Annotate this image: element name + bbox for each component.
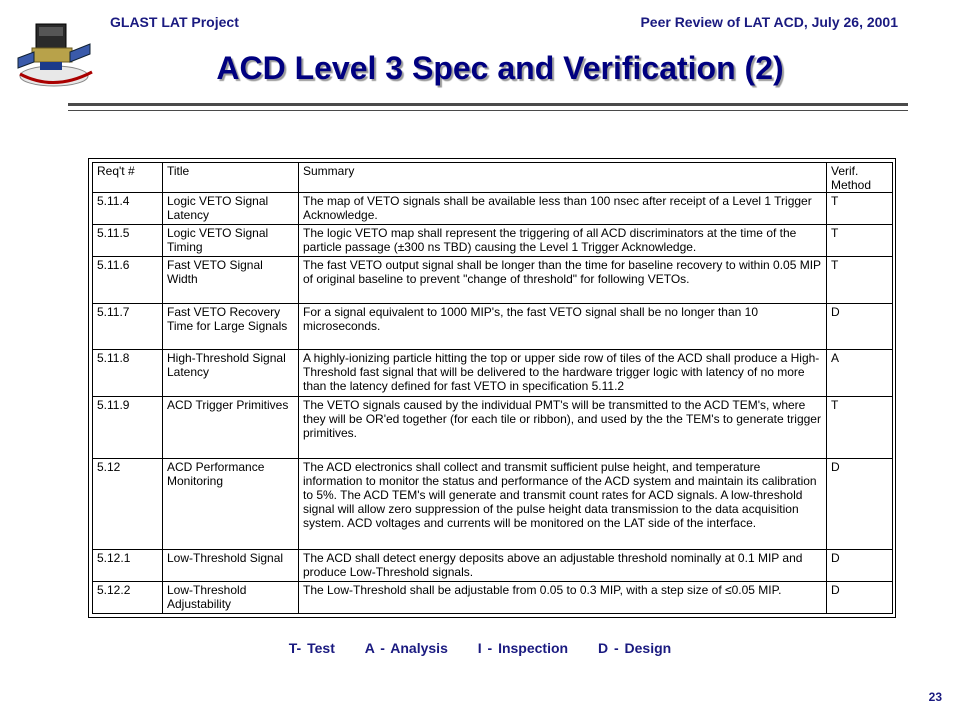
col-header-req: Req't #	[93, 163, 163, 193]
title-rule	[68, 103, 908, 106]
title-cell: Low-Threshold Adjustability	[163, 582, 299, 614]
req-cell: 5.11.9	[93, 397, 163, 459]
summary-cell: The Low-Threshold shall be adjustable from 0.05 to 0.3 MIP, with a step size of ≤0.05 MIP.	[299, 582, 827, 614]
col-header-title: Title	[163, 163, 299, 193]
title-cell: Low-Threshold Signal	[163, 550, 299, 582]
summary-cell: The map of VETO signals shall be available less than 100 nsec after receipt of a Level 1 Trigger Acknowledge.	[299, 193, 827, 225]
legend-design: D - Design	[597, 640, 672, 656]
method-cell: T	[827, 256, 893, 303]
table-row	[93, 224, 893, 256]
summary-cell: A highly-ionizing particle hitting the top or upper side row of tiles of the ACD shall produce a High-Threshold fast signal that will be delivered to the hardware trigger logic with latency of no more than the latency defined for fast VETO in specification 5.11.2	[299, 350, 827, 397]
col-header-summary: Summary	[299, 163, 827, 193]
table-row	[93, 303, 893, 350]
summary-cell: The logic VETO map shall represent the triggering of all ACD discriminators at the time of the particle passage (±300 ns TBD) causing the Level 1 Trigger Acknowledge.	[299, 224, 827, 256]
title-cell: Logic VETO Signal Timing	[163, 224, 299, 256]
title-cell: ACD Performance Monitoring	[163, 458, 299, 549]
req-cell: 5.11.8	[93, 350, 163, 397]
page-number: 23	[928, 690, 942, 704]
method-cell: T	[827, 193, 893, 225]
method-cell: T	[827, 224, 893, 256]
verification-legend	[0, 640, 960, 656]
req-cell: 5.12.1	[93, 550, 163, 582]
method-cell: D	[827, 550, 893, 582]
spec-table-frame	[88, 158, 896, 618]
method-cell: D	[827, 458, 893, 549]
table-row	[93, 582, 893, 614]
req-cell: 5.11.7	[93, 303, 163, 350]
header-project: GLAST LAT Project	[110, 14, 239, 30]
title-cell: High-Threshold Signal Latency	[163, 350, 299, 397]
title-cell: Logic VETO Signal Latency	[163, 193, 299, 225]
table-row	[93, 550, 893, 582]
table-row	[93, 458, 893, 549]
col-header-method: Verif. Method	[827, 163, 893, 193]
summary-cell: The ACD shall detect energy deposits above an adjustable threshold nominally at 0.1 MIP and produce Low-Threshold signals.	[299, 550, 827, 582]
spec-table	[92, 162, 893, 614]
title-rule-thin	[68, 110, 908, 111]
method-cell: T	[827, 397, 893, 459]
legend-analysis: A - Analysis	[364, 640, 448, 656]
header-review: Peer Review of LAT ACD, July 26, 2001	[640, 14, 898, 30]
table-row	[93, 256, 893, 303]
req-cell: 5.11.4	[93, 193, 163, 225]
legend-inspection: I - Inspection	[477, 640, 569, 656]
method-cell: D	[827, 582, 893, 614]
title-cell: Fast VETO Signal Width	[163, 256, 299, 303]
table-row	[93, 397, 893, 459]
summary-cell: The ACD electronics shall collect and transmit sufficient pulse height, and temperature information to monitor the status and performance of the ACD system and maintain its calibration to 5%. The ACD TEM's will generate and transmit count rates for ACD signals. A low-threshold signal will allow zero suppression of the pulse height data transmission to the data acquisition system. ACD voltages and currents will be monitored on the LAT side of the interface.	[299, 458, 827, 549]
title-cell: ACD Trigger Primitives	[163, 397, 299, 459]
summary-cell: The fast VETO output signal shall be longer than the time for baseline recovery to within 0.05 MIP of original baseline to prevent "change of threshold" for following VETOs.	[299, 256, 827, 303]
table-row	[93, 193, 893, 225]
req-cell: 5.12.2	[93, 582, 163, 614]
summary-cell: For a signal equivalent to 1000 MIP's, the fast VETO signal shall be no longer than 10 microseconds.	[299, 303, 827, 350]
req-cell: 5.12	[93, 458, 163, 549]
req-cell: 5.11.5	[93, 224, 163, 256]
table-row	[93, 350, 893, 397]
summary-cell: The VETO signals caused by the individual PMT's will be transmitted to the ACD TEM's, where they will be OR'ed together (for each tile or ribbon), and used by the the TEM's to generate trigger primitives.	[299, 397, 827, 459]
title-cell: Fast VETO Recovery Time for Large Signals	[163, 303, 299, 350]
method-cell: D	[827, 303, 893, 350]
req-cell: 5.11.6	[93, 256, 163, 303]
legend-test: T- Test	[288, 640, 335, 656]
method-cell: A	[827, 350, 893, 397]
slide-title: ACD Level 3 Spec and Verification (2)	[216, 50, 784, 86]
